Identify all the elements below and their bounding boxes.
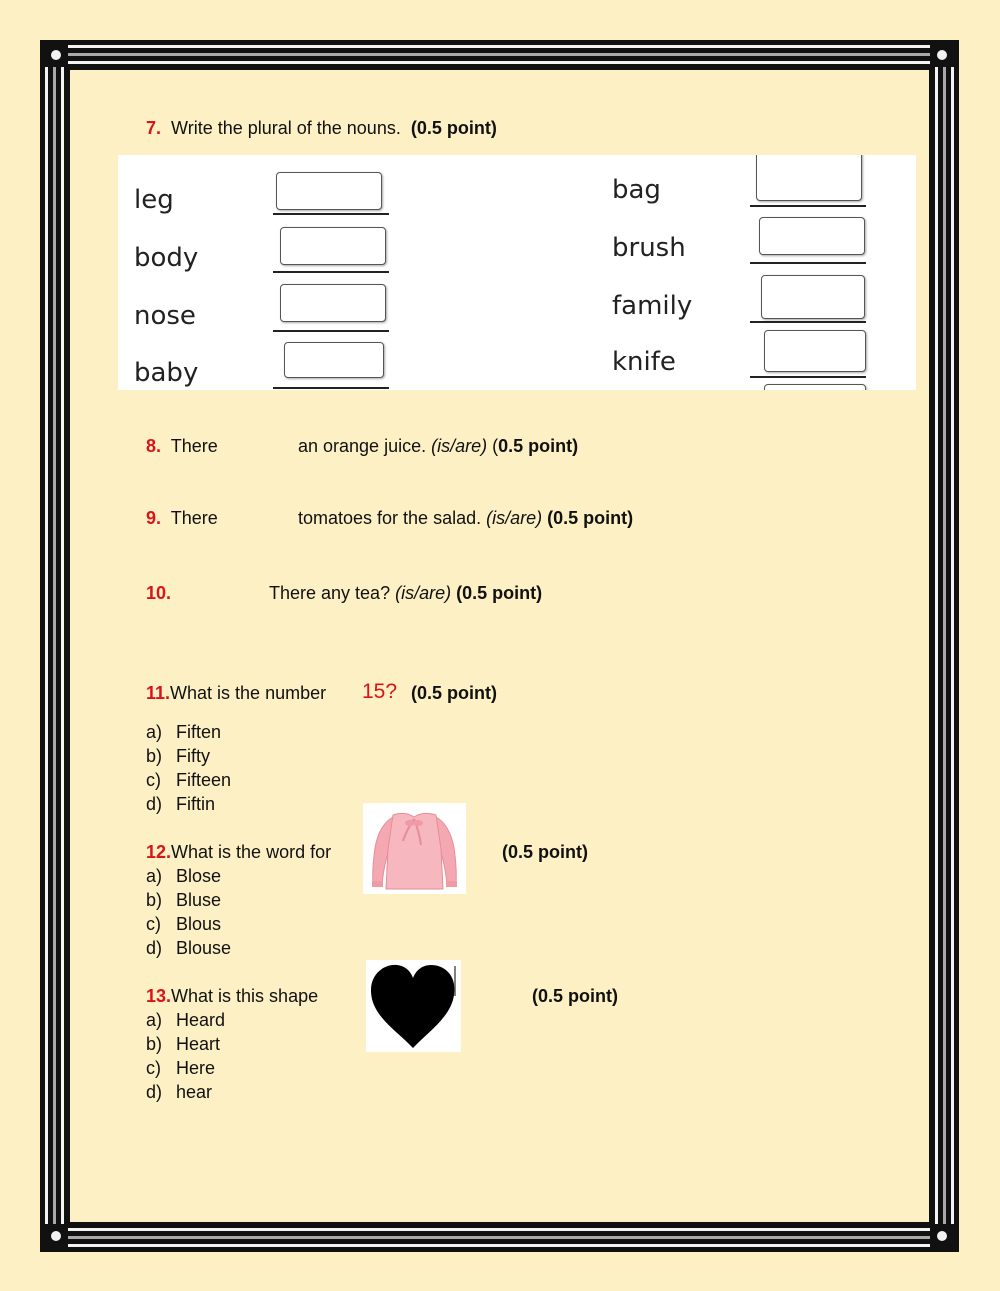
question-hint: (is/are) bbox=[486, 508, 543, 528]
answer-option[interactable]: d) Fiftin bbox=[146, 794, 216, 814]
plural-answer-input[interactable] bbox=[280, 284, 386, 322]
question-number: 11. bbox=[146, 683, 171, 703]
question-8 bbox=[146, 436, 218, 457]
question-text: an orange juice. bbox=[298, 436, 427, 456]
plural-answer-input[interactable] bbox=[756, 155, 862, 201]
answer-underline bbox=[273, 330, 389, 332]
plural-answer-input[interactable] bbox=[276, 172, 382, 210]
question-11-options bbox=[146, 720, 231, 816]
answer-option[interactable]: c) Blous bbox=[146, 914, 222, 934]
question-11 bbox=[146, 683, 326, 704]
noun-label: bag bbox=[612, 175, 661, 205]
question-number: 9. bbox=[146, 508, 162, 528]
corner-ornament-icon bbox=[44, 43, 68, 67]
question-points: (0.5 point) bbox=[410, 118, 497, 138]
question-points: (0.5 point) bbox=[456, 583, 543, 603]
question-points: (0.5 point) bbox=[502, 842, 588, 862]
question-7 bbox=[146, 118, 497, 139]
question-hint: (is/are) bbox=[431, 436, 488, 456]
question-13 bbox=[146, 986, 318, 1007]
question-hint: (is/are) bbox=[395, 583, 452, 603]
noun-label: brush bbox=[612, 233, 686, 263]
question-10 bbox=[146, 583, 171, 604]
plural-answer-input[interactable] bbox=[761, 275, 865, 319]
noun-label: baby bbox=[134, 358, 199, 388]
question-12-options bbox=[146, 864, 231, 960]
answer-underline bbox=[750, 376, 866, 378]
noun-label: knife bbox=[612, 347, 676, 377]
answer-option[interactable]: d) Blouse bbox=[146, 938, 232, 958]
paren: ( bbox=[492, 436, 499, 456]
answer-underline bbox=[273, 213, 389, 215]
plural-answer-input[interactable] bbox=[764, 330, 866, 372]
question-13-options bbox=[146, 1008, 225, 1104]
question-number: 10. bbox=[146, 583, 172, 603]
answer-option[interactable]: d) hear bbox=[146, 1082, 213, 1102]
plural-answer-input[interactable] bbox=[759, 217, 865, 255]
question-9 bbox=[146, 508, 218, 529]
noun-label: nose bbox=[134, 301, 196, 331]
plural-answer-input[interactable] bbox=[280, 227, 386, 265]
question-number: 7. bbox=[146, 118, 162, 138]
answer-underline bbox=[750, 205, 866, 207]
question-number: 12. bbox=[146, 842, 172, 862]
answer-option[interactable]: b) Bluse bbox=[146, 890, 222, 910]
answer-option[interactable]: a) Fiften bbox=[146, 722, 222, 742]
noun-label: body bbox=[134, 243, 199, 273]
answer-underline bbox=[273, 387, 389, 389]
plural-answer-input[interactable] bbox=[284, 342, 384, 378]
blouse-image bbox=[363, 803, 466, 894]
question-12 bbox=[146, 842, 331, 863]
question-text: There any tea? bbox=[269, 583, 391, 603]
heart-icon bbox=[366, 960, 461, 1052]
question-11-value: 15? bbox=[362, 680, 398, 703]
question-text: tomatoes for the salad. bbox=[298, 508, 482, 528]
answer-option[interactable]: c) Fifteen bbox=[146, 770, 232, 790]
question-word: There bbox=[170, 436, 218, 456]
question-text: What is the word for bbox=[171, 842, 332, 862]
question-text: What is the number bbox=[170, 683, 327, 703]
answer-option[interactable]: b) Heart bbox=[146, 1034, 221, 1054]
answer-option[interactable]: a) Heard bbox=[146, 1010, 226, 1030]
question-number: 8. bbox=[146, 436, 162, 456]
question-points: (0.5 point) bbox=[411, 683, 497, 703]
answer-underline bbox=[750, 321, 866, 323]
answer-option[interactable]: b) Fifty bbox=[146, 746, 210, 766]
noun-label: leg bbox=[134, 185, 174, 215]
plural-exercise-panel bbox=[118, 155, 916, 390]
question-points: 0.5 point) bbox=[498, 436, 579, 456]
answer-underline bbox=[750, 262, 866, 264]
answer-underline bbox=[273, 271, 389, 273]
corner-ornament-icon bbox=[930, 1224, 954, 1248]
question-9-blank-text bbox=[298, 508, 633, 529]
question-number: 13. bbox=[146, 986, 172, 1006]
question-text: Write the plural of the nouns. bbox=[171, 118, 401, 138]
corner-ornament-icon bbox=[44, 1224, 68, 1248]
question-word: There bbox=[170, 508, 218, 528]
question-text: What is this shape bbox=[171, 986, 319, 1006]
answer-option[interactable]: c) Here bbox=[146, 1058, 216, 1078]
answer-option[interactable]: a) Blose bbox=[146, 866, 222, 886]
question-8-blank-text bbox=[298, 436, 578, 457]
plural-answer-input[interactable] bbox=[764, 384, 866, 390]
question-10-text bbox=[269, 583, 542, 604]
corner-ornament-icon bbox=[930, 43, 954, 67]
noun-label: family bbox=[612, 291, 693, 321]
question-points: (0.5 point) bbox=[547, 508, 634, 528]
question-points: (0.5 point) bbox=[532, 986, 618, 1006]
